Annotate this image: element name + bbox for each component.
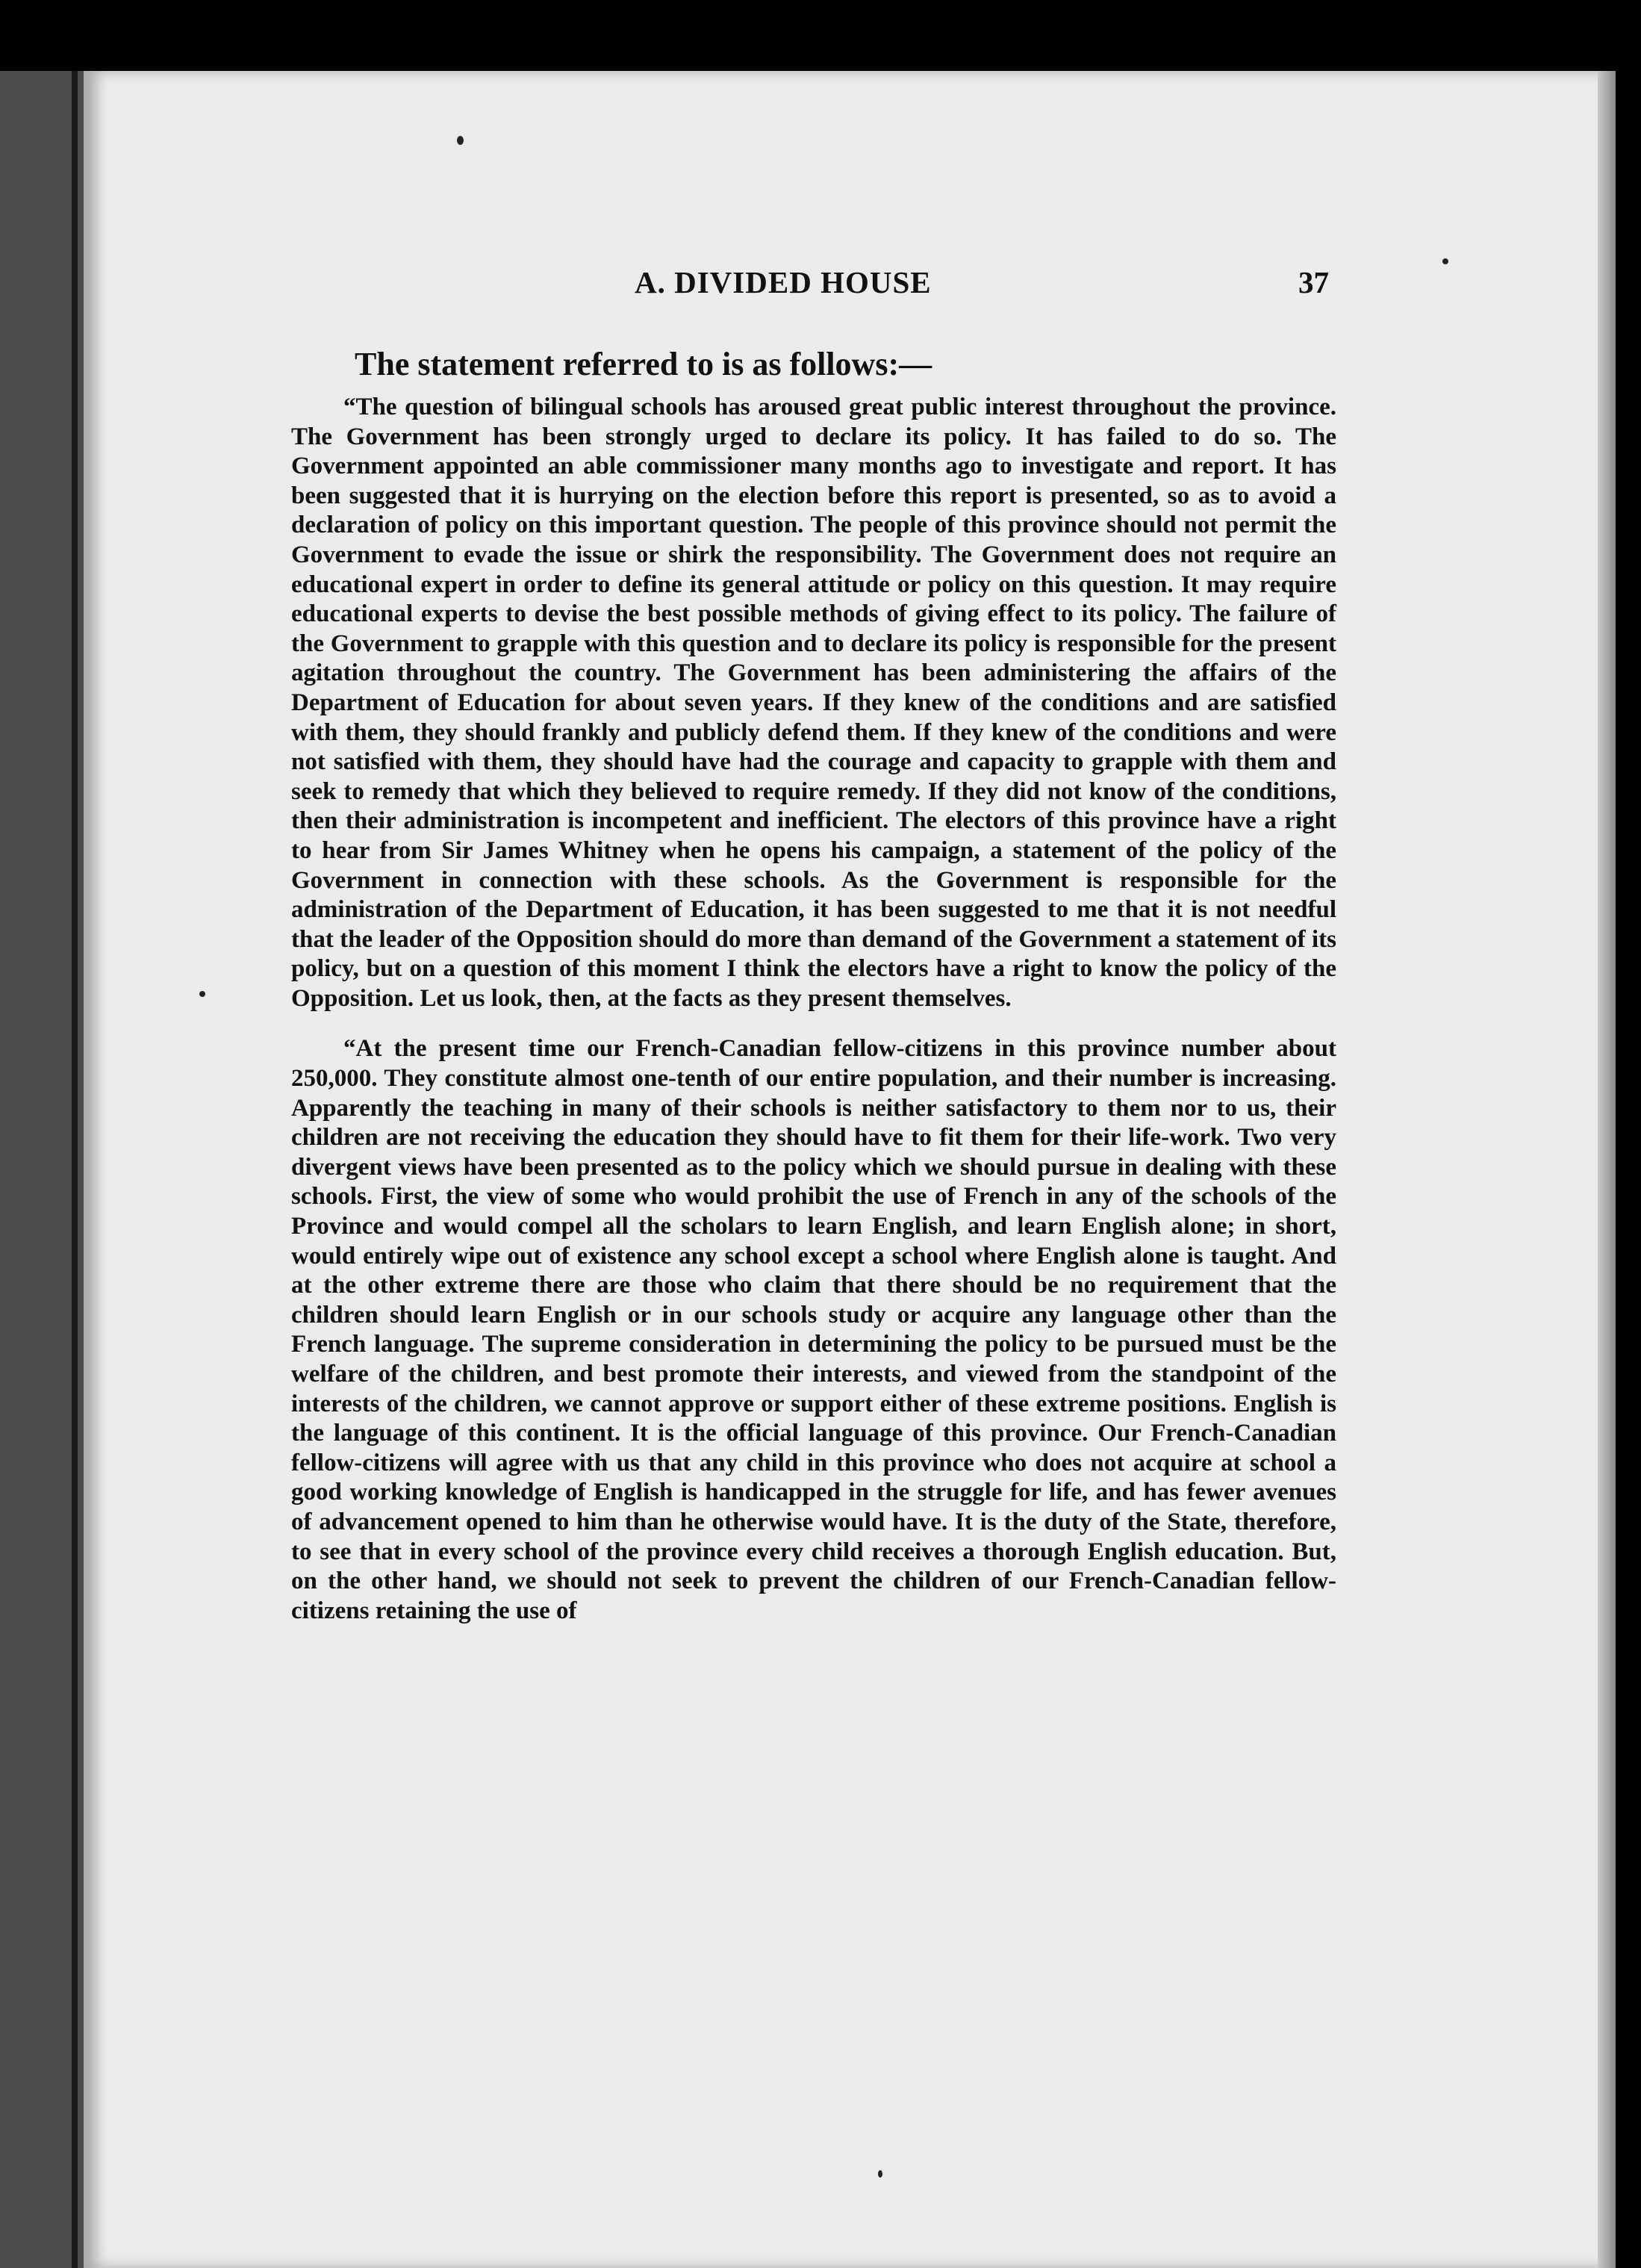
page-edge-shadow [1598, 71, 1616, 2268]
gutter-fold [72, 71, 78, 2268]
section-heading: The statement referred to is as follows:— [355, 346, 932, 382]
dust-speck [1442, 258, 1448, 264]
page-number: 37 [1298, 265, 1329, 299]
page-body [291, 344, 1336, 1647]
statement-paragraph-1: “The question of bilingual schools has aroused great public interest throughout the province. The Government has been strongly urged to declare its policy. It has failed to do so. The Government appointed an able commissioner many months ago to investigate and report. It has been suggested that it is hurrying on the election before this report is presented, so as to avoid a declaration of policy on this important question. The people of this province should not permit the Government to evade the issue or shirk the responsibility. The Government does not require an educational expert in order to define its general attitude or policy on this question. It may require educational experts to devise the best possible methods of giving effect to its policy. The failure of the Government to grapple with this question and to declare its policy is responsible for the present agitation throughout the country. The Government has been administering the affairs of the Department of Education for about seven years. If they knew of the conditions and are satisfied with them, they should frankly and publicly defend them. If they knew of the conditions and were not satisfied with them, they should have had the courage and capacity to grapple with them and seek to remedy that which they believed to require remedy. If they did not know of the conditions, then their administration is incompetent and inefficient. The electors of this province have a right to hear from Sir James Whitney when he opens his campaign, a statement of the policy of the Government in connection with these schools. As the Government is responsible for the administration of the Department of Education, it has been suggested to me that it is not needful that the leader of the Opposition should do more than demand of the Government a statement of its policy, but on a question of this moment I think the electors have a right to know the policy of the Opposition. Let us look, then, at the facts as they present themselves. [291, 394, 1336, 1012]
page-header [552, 261, 1329, 306]
dust-speck [199, 991, 205, 997]
running-head: A. DIVIDED HOUSE [635, 265, 932, 299]
dust-speck [457, 136, 464, 145]
facing-page-edge [0, 71, 84, 2268]
dust-speck [878, 2170, 882, 2178]
statement-paragraph-2: “At the present time our French-Canadian fellow-citizens in this province number about 250,000. They constitute almost one-tenth of our entire population, and their number is increasing. Apparently the teaching in many of their schools is neither satisfactory to them nor to us, their children are not receiving the education they should have to fit them for their life-work. Two very divergent views have been presented as to the policy which we should pursue in dealing with these schools. First, the view of some who would prohibit the use of French in any of the schools of the Province and would compel all the scholars to learn English, and learn English alone; in short, would entirely wipe out of existence any school except a school where English alone is taught. And at the other extreme there are those who claim that there should be no requirement that the children should learn English or in our schools study or acquire any language other than the French language. The supreme consideration in determining the policy to be pursued must be the welfare of the children, and best promote their interests, and viewed from the standpoint of the interests of the children, we cannot approve or support either of these extreme positions. English is the language of this continent. It is the official language of this province. Our French-Canadian fellow-citizens will agree with us that any child in this province who does not acquire at school a good working knowledge of English is handicapped in the struggle for life, and has fewer avenues of advancement opened to him than he otherwise would have. It is the duty of the State, therefore, to see that in every school of the province every child receives a thorough English education. But, on the other hand, we should not seek to prevent the children of our French-Canadian fellow-citizens retaining the use of [291, 1035, 1336, 1624]
